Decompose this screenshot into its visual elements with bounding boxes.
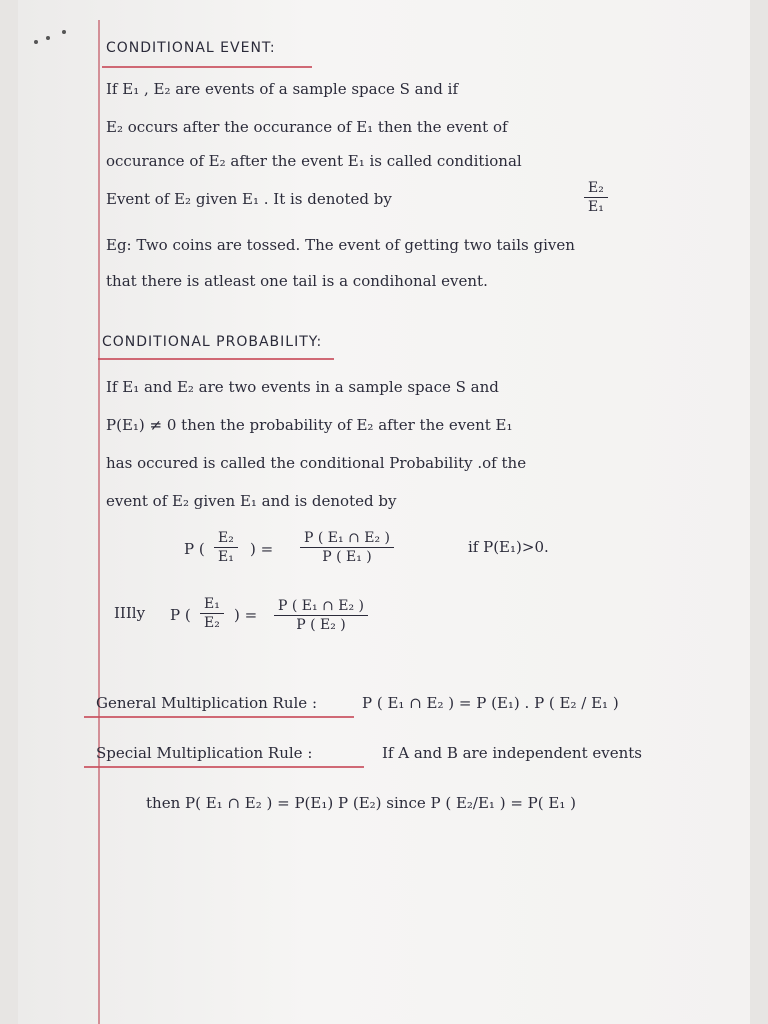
text-line: occurance of E₂ after the event E₁ is called conditional <box>106 152 522 170</box>
fraction-numerator: P ( E₁ ∩ E₂ ) <box>274 598 368 616</box>
heading-underline <box>102 66 312 68</box>
text-line: event of E₂ given E₁ and is denoted by <box>106 492 397 510</box>
formula-lhs-fraction <box>214 530 238 565</box>
margin-line <box>98 20 100 1024</box>
fraction-numerator: E₂ <box>214 530 238 548</box>
text-line: E₂ occurs after the occurance of E₁ then the event of <box>106 118 508 136</box>
fraction-denominator: E₁ <box>218 549 234 565</box>
special-rule-label: Special Multiplication Rule : <box>96 744 313 762</box>
formula-equals: ) = <box>250 540 274 558</box>
general-rule-label: General Multiplication Rule : <box>96 694 317 712</box>
formula-rhs-fraction <box>274 598 368 633</box>
general-rule-formula: P ( E₁ ∩ E₂ ) = P (E₁) . P ( E₂ / E₁ ) <box>362 694 619 712</box>
fraction-denominator: P ( E₁ ) <box>322 549 372 565</box>
formula-rhs-fraction <box>300 530 394 565</box>
formula-lhs-fraction <box>200 596 224 631</box>
heading-conditional-probability: CONDITIONAL PROBABILITY: <box>102 334 323 350</box>
heading-conditional-event: CONDITIONAL EVENT: <box>106 40 276 56</box>
heading-underline <box>98 358 334 360</box>
text-line: has occured is called the conditional Probability .of the <box>106 454 527 472</box>
fraction-denominator: E₂ <box>204 615 220 631</box>
fraction-numerator: E₁ <box>200 596 224 614</box>
formula-lhs-prefix: P ( <box>184 540 205 558</box>
special-rule-underline <box>84 766 364 768</box>
fraction-denominator: P ( E₂ ) <box>296 617 346 633</box>
formula-condition: if P(E₁)>0. <box>468 538 549 556</box>
text-line: If E₁ and E₂ are two events in a sample space S and <box>106 378 499 396</box>
formula-lhs-prefix: P ( <box>170 606 191 624</box>
fraction-numerator: P ( E₁ ∩ E₂ ) <box>300 530 394 548</box>
special-rule-text: If A and B are independent events <box>382 744 642 762</box>
text-line: P(E₁) ≠ 0 then the probability of E₂ after the event E₁ <box>106 416 513 434</box>
formula-equals: ) = <box>234 606 258 624</box>
example-line: that there is atleast one tail is a condihonal event. <box>106 272 488 290</box>
notebook-page <box>18 0 750 1024</box>
punch-hole <box>62 30 66 34</box>
formula-similarly-prefix: IIIly <box>114 604 146 622</box>
fraction-numerator: E₂ <box>584 180 608 198</box>
fraction-denominator: E₁ <box>588 199 604 215</box>
general-rule-underline <box>84 716 354 718</box>
example-line: Eg: Two coins are tossed. The event of getting two tails given <box>106 236 575 254</box>
text-line: If E₁ , E₂ are events of a sample space S and if <box>106 80 459 98</box>
text-line: Event of E₂ given E₁ . It is denoted by <box>106 190 392 208</box>
punch-hole <box>34 40 38 44</box>
notation-fraction <box>584 180 608 215</box>
special-rule-formula: then P( E₁ ∩ E₂ ) = P(E₁) P (E₂) since P ( E₂/E₁ ) = P( E₁ ) <box>146 794 576 812</box>
punch-hole <box>46 36 50 40</box>
